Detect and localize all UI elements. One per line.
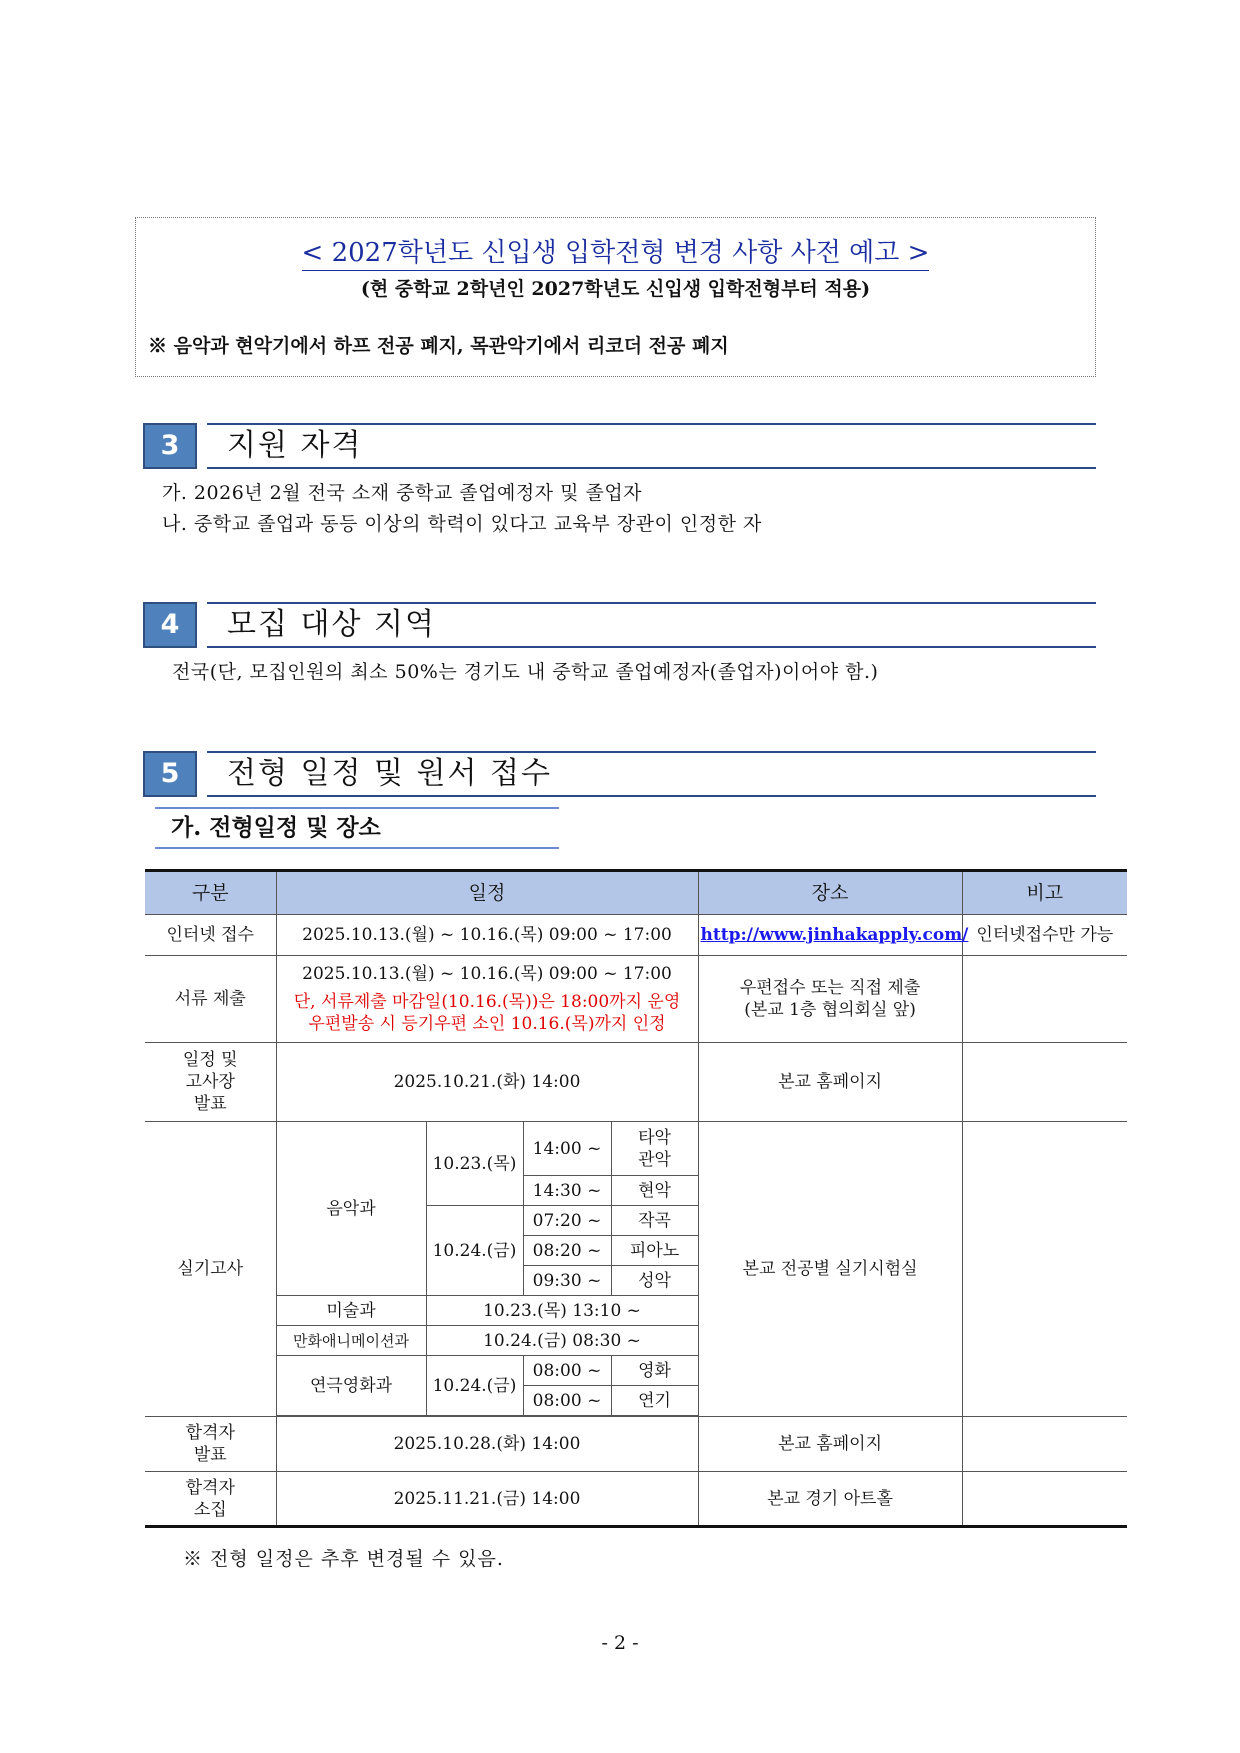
table-row [145, 1043, 1127, 1122]
apply-link[interactable]: http://www.jinhakapply.com/ [698, 915, 962, 956]
section-number-badge: 3 [143, 423, 197, 469]
table-row [145, 1417, 1127, 1472]
row-note: 인터넷접수만 가능 [962, 915, 1127, 956]
deadline-note: 단, 서류제출 마감일(10.16.(목))은 18:00까지 운영 [293, 992, 681, 1012]
row-note [962, 1043, 1127, 1122]
dept-theater: 연극영화과 [276, 1356, 426, 1416]
table-header-row [145, 871, 1127, 915]
row-label: 실기고사 [145, 1122, 276, 1417]
exam-time: 08:20 ~ [523, 1236, 611, 1266]
row-schedule: 2025.11.21.(금) 14:00 [276, 1472, 698, 1527]
exam-time: 08:00 ~ [523, 1356, 611, 1386]
table-row [145, 956, 1127, 1043]
row-place: 본교 경기 아트홀 [698, 1472, 962, 1527]
row-label: 합격자 발표 [145, 1417, 276, 1472]
exam-schedule: 10.24.(금) 08:30 ~ [426, 1326, 698, 1356]
eligibility-item-1: 가. 2026년 2월 전국 소재 중학교 졸업예정자 및 졸업자 [162, 482, 643, 504]
row-schedule: 2025.10.21.(화) 14:00 [276, 1043, 698, 1122]
row-note [962, 1417, 1127, 1472]
exam-major: 타악 관악 [611, 1122, 698, 1176]
table-row [145, 1472, 1127, 1527]
section-number-badge: 4 [143, 602, 197, 648]
exam-major: 연기 [611, 1386, 698, 1416]
exam-major: 영화 [611, 1356, 698, 1386]
exam-day: 10.24.(금) [426, 1206, 523, 1296]
table-row [145, 1122, 1127, 1176]
table-row [145, 915, 1127, 956]
row-schedule: 2025.10.28.(화) 14:00 [276, 1417, 698, 1472]
section-5-header [143, 751, 1096, 799]
row-place: 본교 전공별 실기시험실 [698, 1122, 962, 1417]
section-3-header [143, 423, 1096, 471]
eligibility-item-2: 나. 중학교 졸업과 동등 이상의 학력이 있다고 교육부 장관이 인정한 자 [162, 513, 762, 535]
exam-major: 피아노 [611, 1236, 698, 1266]
section-title: 모집 대상 지역 [207, 602, 1096, 648]
row-place: 우편접수 또는 직접 제출 (본교 1층 협의회실 앞) [698, 956, 962, 1043]
footnote: ※ 전형 일정은 추후 변경될 수 있음. [183, 1548, 504, 1570]
exam-day: 10.23.(목) [426, 1122, 523, 1206]
header-category: 구분 [145, 871, 276, 915]
exam-time: 09:30 ~ [523, 1266, 611, 1296]
row-schedule: 2025.10.13.(월) ~ 10.16.(목) 09:00 ~ 17:00 [276, 915, 698, 956]
mail-note: 우편발송 시 등기우편 소인 10.16.(목)까지 인정 [308, 1014, 666, 1034]
header-schedule: 일정 [276, 871, 698, 915]
dept-animation: 만화애니메이션과 [276, 1326, 426, 1356]
exam-major: 작곡 [611, 1206, 698, 1236]
exam-major: 성악 [611, 1266, 698, 1296]
row-note [962, 956, 1127, 1043]
notice-subtitle: (현 중학교 2학년인 2027학년도 신입생 입학전형부터 적용) [360, 278, 871, 300]
exam-schedule: 10.23.(목) 13:10 ~ [426, 1296, 698, 1326]
exam-day: 10.24.(금) [426, 1356, 523, 1416]
exam-time: 08:00 ~ [523, 1386, 611, 1416]
exam-major: 현악 [611, 1176, 698, 1206]
notice-note: ※ 음악과 현악기에서 하프 전공 폐지, 목관악기에서 리코더 전공 폐지 [148, 335, 729, 357]
notice-title: < 2027학년도 신입생 입학전형 변경 사항 사전 예고 > [136, 232, 1095, 269]
row-label: 서류 제출 [145, 956, 276, 1043]
row-schedule: 2025.10.13.(월) ~ 10.16.(목) 09:00 ~ 17:00 단, 서류제출 마감일(10.16.(목))은 18:00까지 운영 우편발송 시 등기우편 소인 10.16.(목)까지 인정 [276, 956, 698, 1043]
header-note: 비고 [962, 871, 1127, 915]
region-text: 전국(단, 모집인원의 최소 50%는 경기도 내 중학교 졸업예정자(졸업자)이어야 함.) [172, 661, 879, 683]
section-4-header [143, 602, 1096, 650]
page-number: - 2 - [601, 1632, 639, 1654]
header-place: 장소 [698, 871, 962, 915]
dept-music: 음악과 [276, 1122, 426, 1296]
section-title: 전형 일정 및 원서 접수 [207, 751, 1096, 797]
exam-time: 07:20 ~ [523, 1206, 611, 1236]
row-label: 일정 및 고사장 발표 [145, 1043, 276, 1122]
row-note [962, 1122, 1127, 1417]
section-title: 지원 자격 [207, 423, 1096, 469]
section-number-badge: 5 [143, 751, 197, 797]
schedule-table [145, 869, 1127, 1528]
exam-time: 14:00 ~ [523, 1122, 611, 1176]
notice-box [135, 217, 1096, 377]
row-place: 본교 홈페이지 [698, 1417, 962, 1472]
row-label: 합격자 소집 [145, 1472, 276, 1527]
exam-time: 14:30 ~ [523, 1176, 611, 1206]
row-place: 본교 홈페이지 [698, 1043, 962, 1122]
row-note [962, 1472, 1127, 1527]
row-label: 인터넷 접수 [145, 915, 276, 956]
subsection-title: 가. 전형일정 및 장소 [155, 807, 559, 849]
dept-art: 미술과 [276, 1296, 426, 1326]
